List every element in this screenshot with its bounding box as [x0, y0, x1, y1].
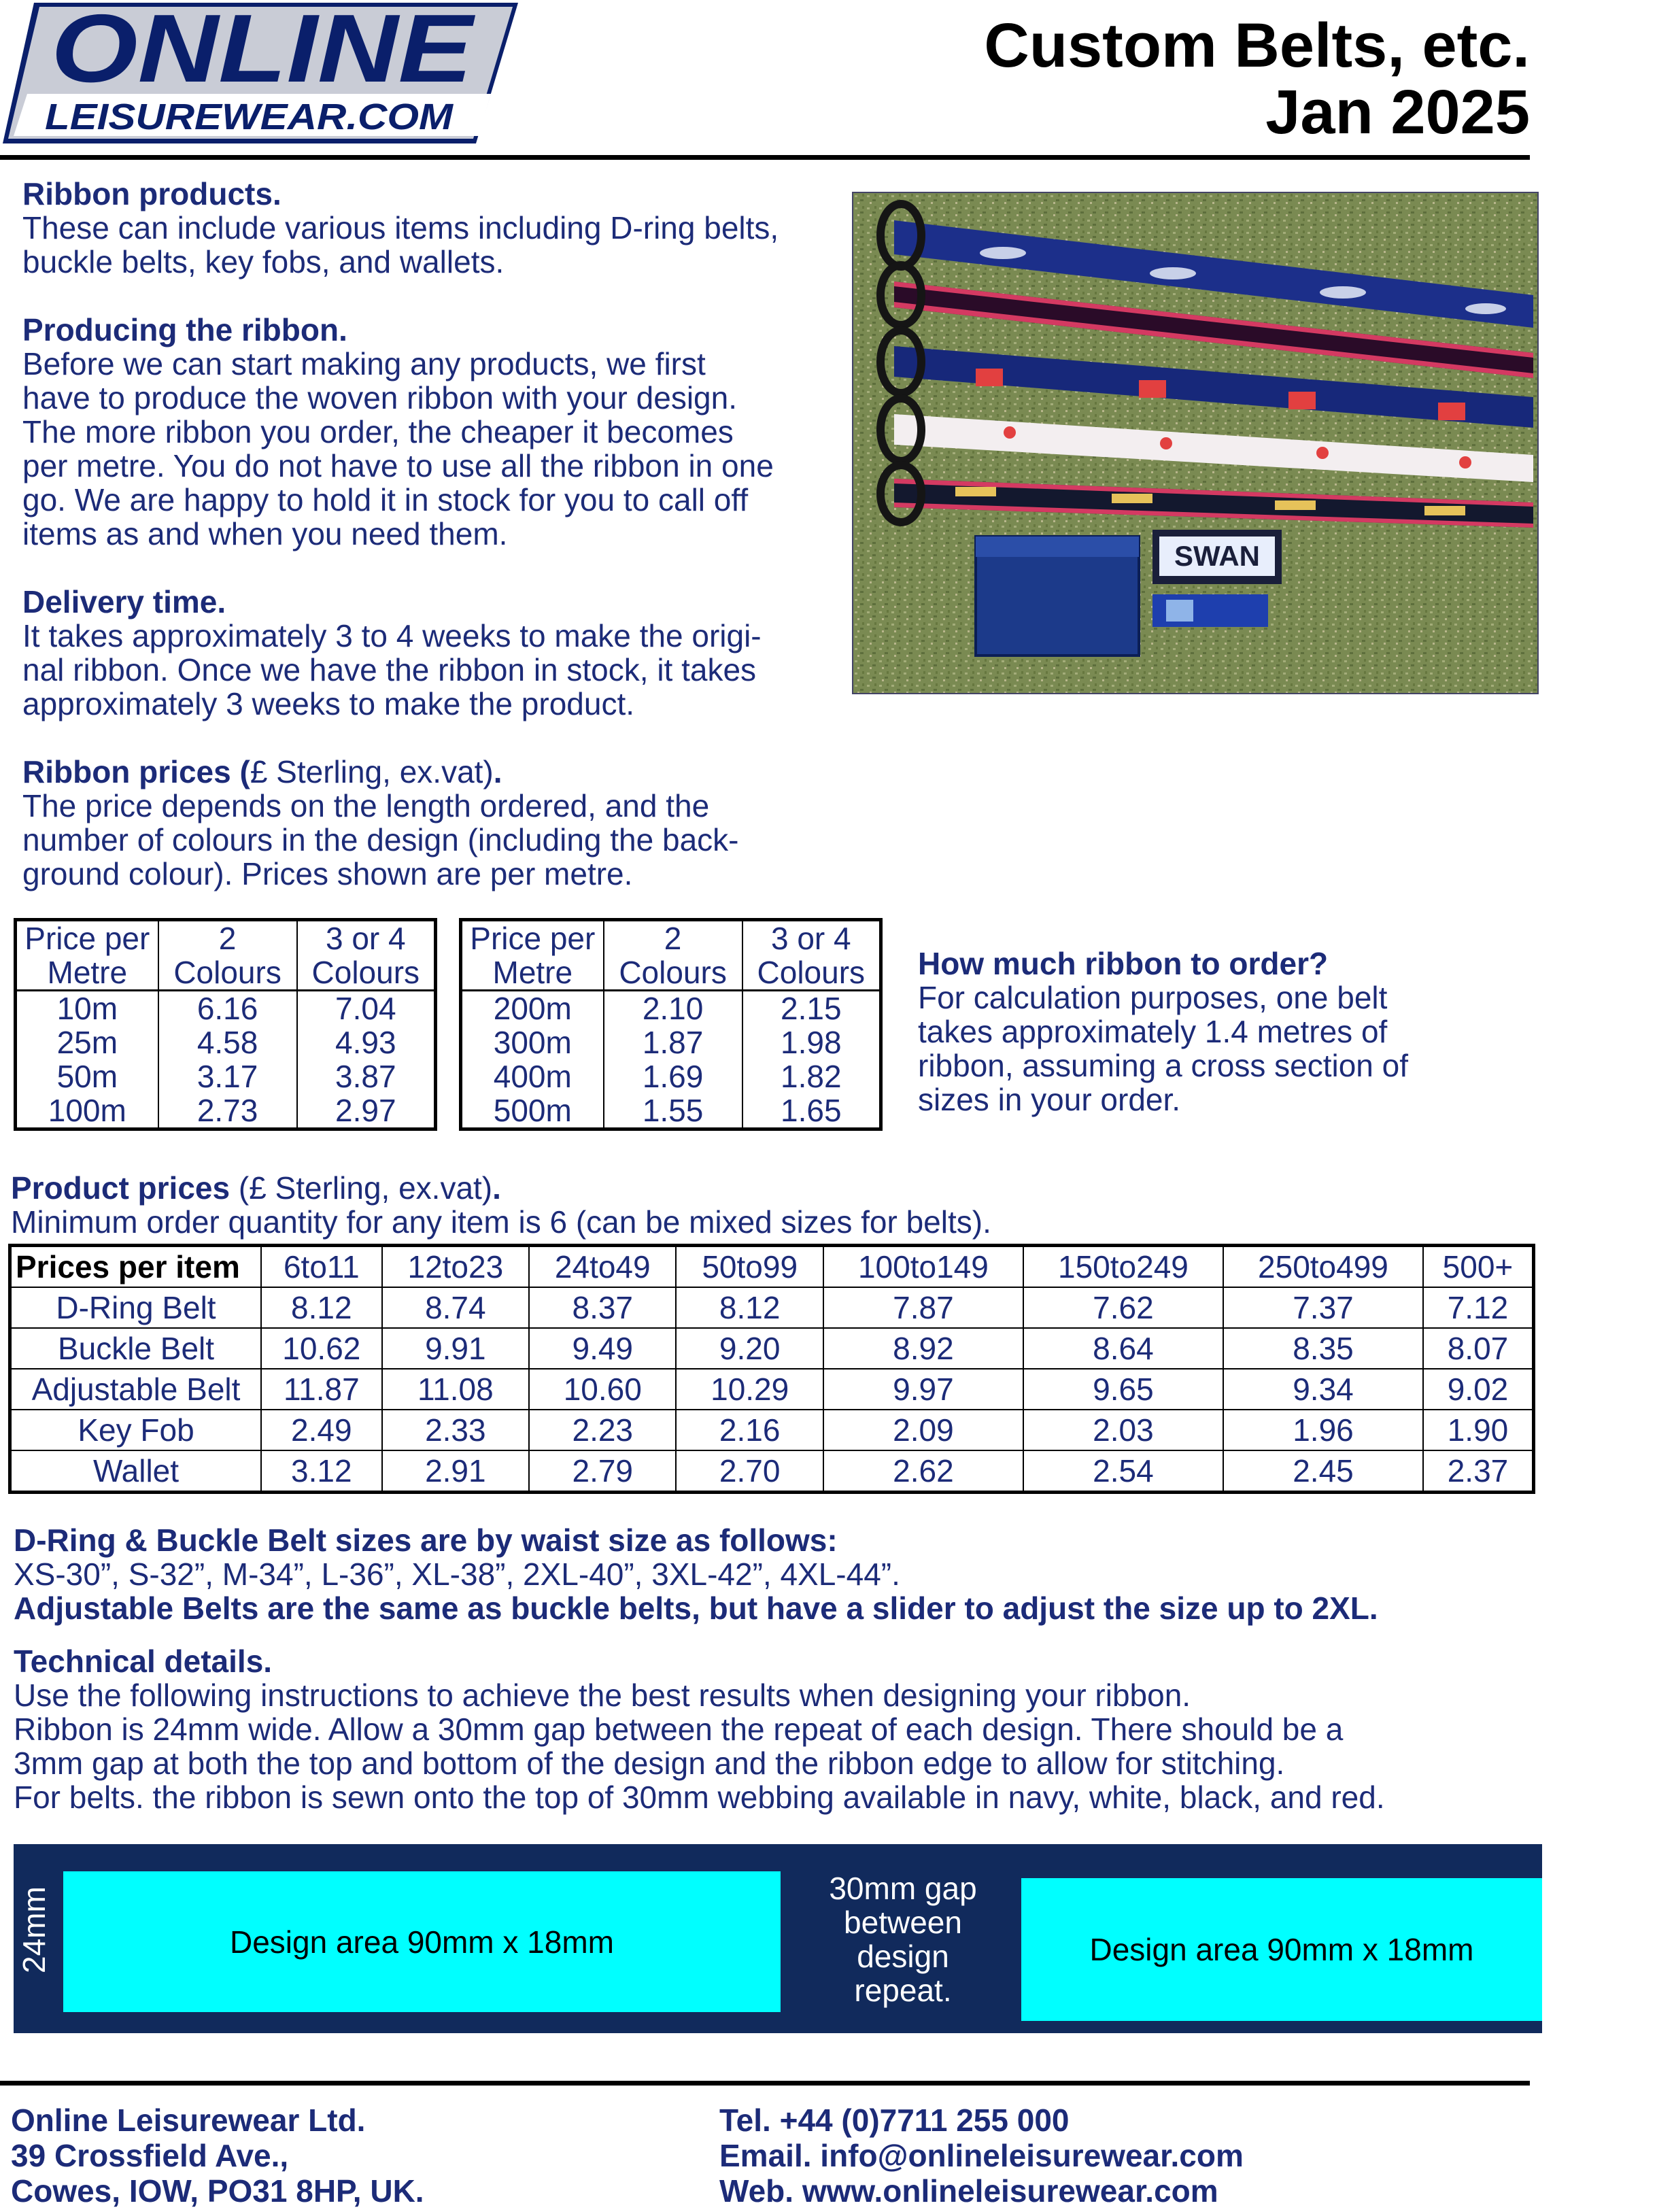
header-qty-band: 100to149: [823, 1246, 1023, 1288]
table-row: Wallet 3.12 2.91 2.79 2.70 2.62 2.54 2.45 2.37: [10, 1450, 1534, 1493]
how-much-line: For calculation purposes, one belt: [918, 980, 1388, 1015]
email-link[interactable]: Email. info@onlineleisurewear.com: [719, 2138, 1244, 2173]
header-price-per-metre: Price per Metre: [16, 920, 158, 991]
table-row: 10m 6.16 7.04: [16, 991, 436, 1026]
table-header-row: [10, 1246, 1534, 1288]
producing-line: Before we can start making any products, we first: [22, 346, 706, 381]
footer-address: [11, 2103, 424, 2209]
header-qty-band: 24to49: [529, 1246, 676, 1288]
title-line-2: Jan 2025: [1265, 78, 1530, 147]
company-logo: [0, 0, 524, 146]
how-much-line: takes approximately 1.4 metres of: [918, 1014, 1388, 1049]
table-row: 300m 1.87 1.98: [461, 1025, 881, 1059]
producing-line: items as and when you need them.: [22, 516, 508, 551]
ribbon-prices-line: The price depends on the length ordered, and the: [22, 788, 710, 823]
table-row: 100m 2.73 2.97: [16, 1093, 436, 1129]
document-title: [984, 12, 1530, 146]
ribbon-prices-line: ground colour). Prices shown are per metre.: [22, 856, 633, 891]
swan-label: SWAN: [1174, 540, 1260, 572]
address-line: Cowes, IOW, PO31 8HP, UK.: [11, 2173, 424, 2209]
table-row: Key Fob 2.49 2.33 2.23 2.16 2.09 2.03 1.96 1.90: [10, 1410, 1534, 1450]
product-name: D-Ring Belt: [10, 1287, 262, 1328]
logo-wordmark-top: ONLINE: [51, 0, 476, 103]
address-line: 39 Crossfield Ave.,: [11, 2138, 289, 2173]
how-much-heading: How much ribbon to order?: [918, 946, 1329, 981]
table-row: 200m 2.10 2.15: [461, 991, 881, 1026]
ribbon-products-line: buckle belts, key fobs, and wallets.: [22, 244, 505, 279]
header-qty-band: 50to99: [676, 1246, 823, 1288]
header-rule: [0, 155, 1530, 160]
product-price-table: [8, 1244, 1535, 1494]
adjustable-note: Adjustable Belts are the same as buckle belts, but have a slider to adjust the size up to 2XL.: [14, 1590, 1378, 1626]
header-qty-band: 250to499: [1223, 1246, 1423, 1288]
intro-producing: [22, 313, 774, 551]
delivery-line: approximately 3 weeks to make the product.: [22, 686, 635, 721]
logo-wordmark-bottom: LEISUREWEAR.COM: [45, 97, 454, 137]
intro-ribbon-prices: [22, 755, 739, 891]
header-qty-band: 500+: [1423, 1246, 1534, 1288]
producing-line: The more ribbon you order, the cheaper it becomes: [22, 414, 734, 449]
producing-heading: Producing the ribbon.: [22, 312, 347, 347]
producing-line: per metre. You do not have to use all the ribbon in one: [22, 448, 774, 483]
technical-line: Use the following instructions to achieve the best results when designing your ribbon.: [14, 1678, 1191, 1713]
table-row: 25m 4.58 4.93: [16, 1025, 436, 1059]
producing-line: go. We are happy to hold it in stock for you to call off: [22, 482, 749, 517]
product-name: Key Fob: [10, 1410, 262, 1450]
delivery-heading: Delivery time.: [22, 584, 226, 619]
how-much-line: sizes in your order.: [918, 1082, 1181, 1117]
technical-details-block: [14, 1644, 1385, 1814]
ribbon-width-label: 24mm: [16, 1886, 52, 1973]
delivery-line: It takes approximately 3 to 4 weeks to make the origi-: [22, 618, 762, 653]
technical-line: Ribbon is 24mm wide. Allow a 30mm gap between the repeat of each design. There should be a: [14, 1712, 1344, 1747]
phone-number: Tel. +44 (0)7711 255 000: [719, 2103, 1070, 2138]
ribbon-price-table-large: [459, 918, 883, 1131]
design-area-1: Design area 90mm x 18mm: [63, 1871, 781, 2012]
how-much-line: ribbon, assuming a cross section of: [918, 1048, 1409, 1083]
ribbon-prices-heading: Ribbon prices (£ Sterling, ex.vat).: [22, 754, 502, 789]
table-row: Adjustable Belt 11.87 11.08 10.60 10.29 9.97 9.65 9.34 9.02: [10, 1369, 1534, 1410]
how-much-ribbon-block: [918, 947, 1408, 1117]
belt-sizes-block: [14, 1523, 1378, 1625]
design-area-2: Design area 90mm x 18mm: [1021, 1878, 1542, 2021]
header-price-per-metre: Price per Metre: [461, 920, 604, 991]
header-2-colours: 2 Colours: [604, 920, 742, 991]
header-qty-band: 12to23: [382, 1246, 529, 1288]
title-line-1: Custom Belts, etc.: [984, 11, 1530, 80]
technical-heading: Technical details.: [14, 1644, 273, 1679]
table-row: D-Ring Belt 8.12 8.74 8.37 8.12 7.87 7.62 7.37 7.12: [10, 1287, 1534, 1328]
header-qty-band: 6to11: [261, 1246, 382, 1288]
product-prices-heading-block: [11, 1171, 991, 1239]
sizes-list: XS-30”, S-32”, M-34”, L-36”, XL-38”, 2XL-40”, 3XL-42”, 4XL-44”.: [14, 1556, 900, 1592]
header-3-4-colours: 3 or 4 Colours: [742, 920, 881, 991]
producing-line: have to produce the woven ribbon with your design.: [22, 380, 737, 415]
ribbon-products-heading: Ribbon products.: [22, 176, 281, 211]
ribbon-price-table-small: [14, 918, 437, 1131]
technical-line: For belts. the ribbon is sewn onto the top of 30mm webbing available in navy, white, black, and red.: [14, 1780, 1385, 1815]
intro-delivery: [22, 585, 762, 721]
footer-rule: [0, 2081, 1530, 2086]
footer-contact: [719, 2103, 1244, 2209]
table-row: Buckle Belt 10.62 9.91 9.49 9.20 8.92 8.64 8.35 8.07: [10, 1328, 1534, 1369]
product-prices-heading: Product prices (£ Sterling, ex.vat).: [11, 1170, 501, 1206]
table-row: 50m 3.17 3.87: [16, 1059, 436, 1093]
header-3-4-colours: 3 or 4 Colours: [297, 920, 436, 991]
header-2-colours: 2 Colours: [158, 920, 297, 991]
product-name: Buckle Belt: [10, 1328, 262, 1369]
product-name: Adjustable Belt: [10, 1369, 262, 1410]
ribbon-products-line: These can include various items including D-ring belts,: [22, 210, 779, 245]
table-row: 400m 1.69 1.82: [461, 1059, 881, 1093]
technical-line: 3mm gap at both the top and bottom of the design and the ribbon edge to allow for stitching.: [14, 1746, 1285, 1781]
table-row: 500m 1.55 1.65: [461, 1093, 881, 1129]
header-qty-band: 150to249: [1023, 1246, 1223, 1288]
sizes-heading: D-Ring & Buckle Belt sizes are by waist size as follows:: [14, 1522, 838, 1558]
repeat-gap-label: 30mm gap between design repeat.: [829, 1871, 977, 2008]
header-prices-per-item: Prices per item: [10, 1246, 262, 1288]
company-name: Online Leisurewear Ltd.: [11, 2103, 366, 2138]
ribbon-products-photo: [852, 192, 1539, 694]
min-order-note: Minimum order quantity for any item is 6 (can be mixed sizes for belts).: [11, 1204, 991, 1240]
ribbon-prices-line: number of colours in the design (including the back-: [22, 822, 739, 857]
product-name: Wallet: [10, 1450, 262, 1493]
web-link[interactable]: Web. www.onlineleisurewear.com: [719, 2173, 1218, 2209]
delivery-line: nal ribbon. Once we have the ribbon in stock, it takes: [22, 652, 757, 687]
intro-ribbon-products: [22, 177, 779, 279]
